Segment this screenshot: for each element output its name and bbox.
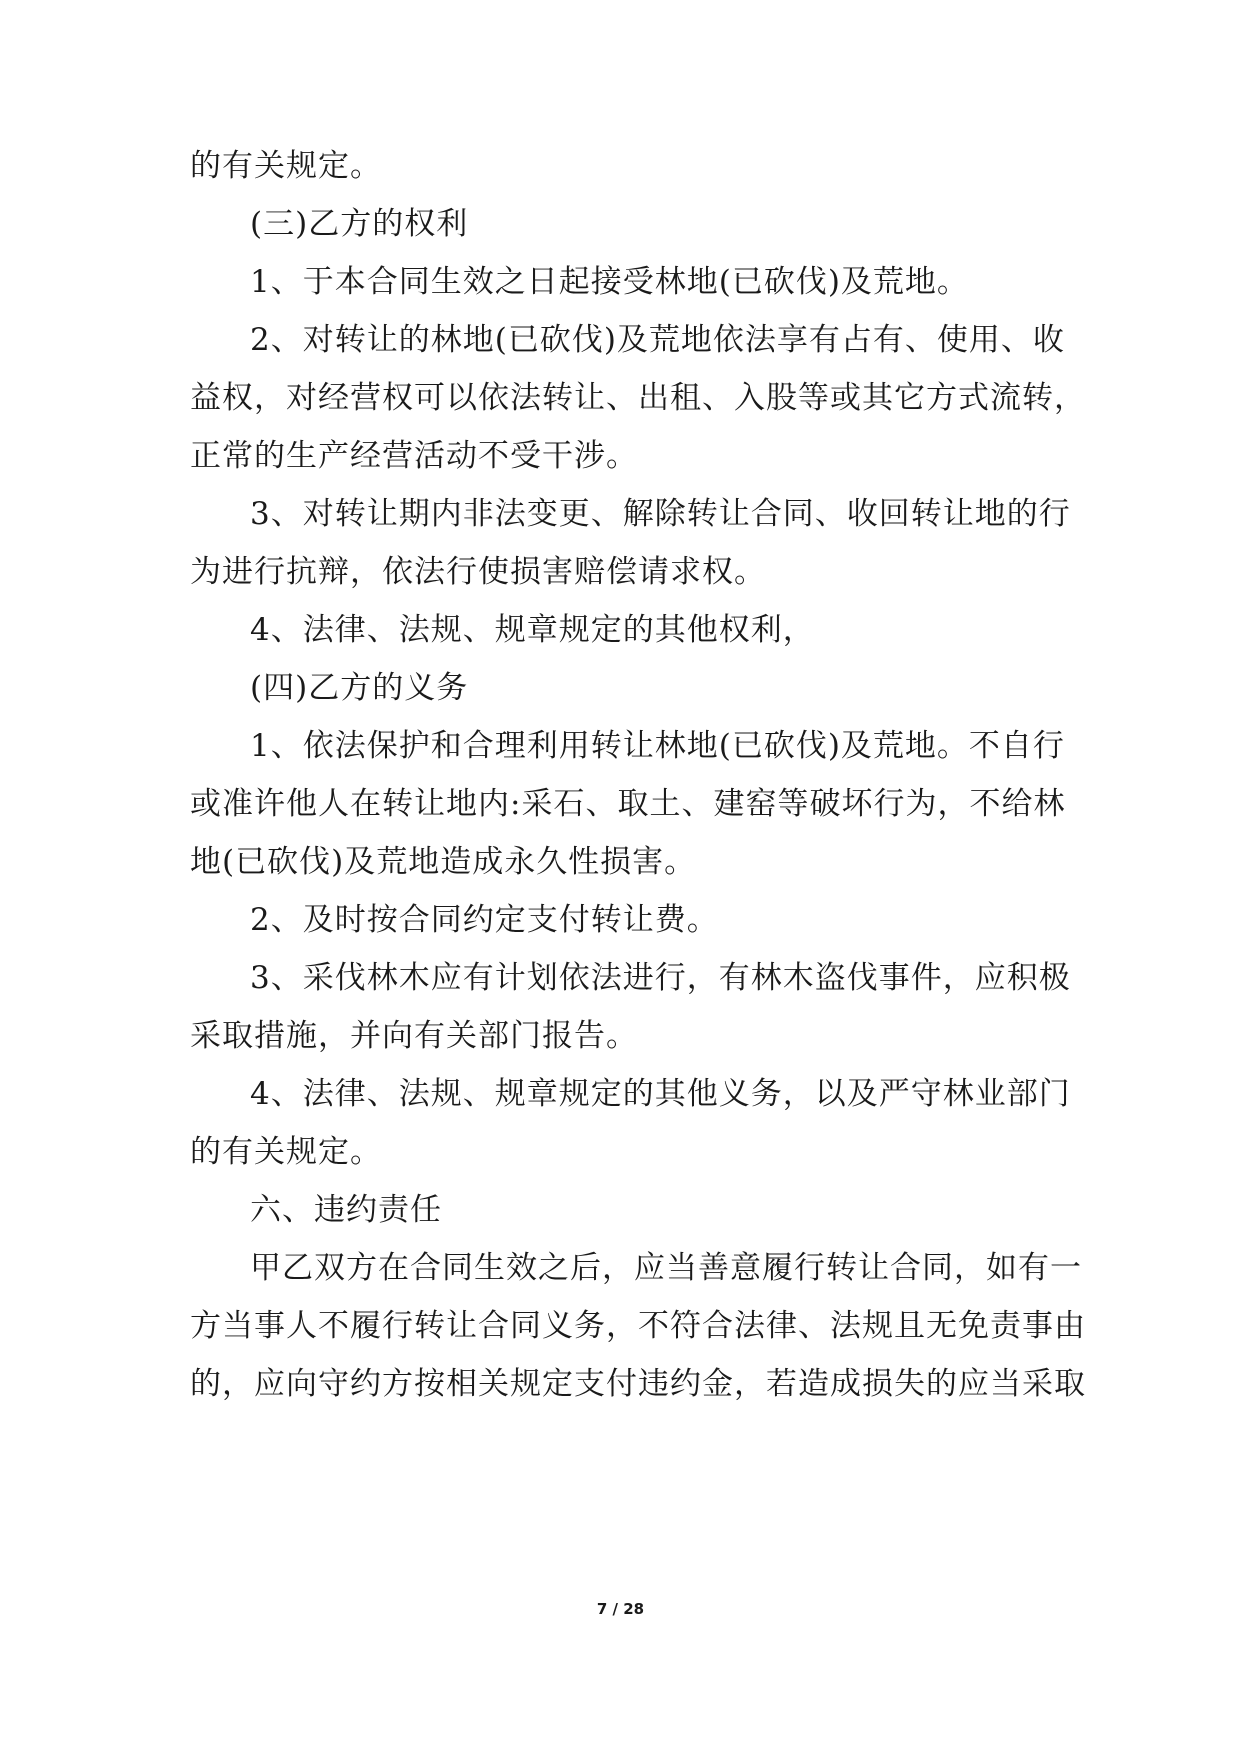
text-line: 的，应向守约方按相关规定支付违约金，若造成损失的应当采取 bbox=[190, 1366, 1086, 1402]
text-line: 正常的生产经营活动不受干涉。 bbox=[190, 438, 638, 474]
text-line: 3、采伐林木应有计划依法进行，有林木盗伐事件，应积极 bbox=[250, 960, 1071, 996]
text-line: 方当事人不履行转让合同义务，不符合法律、法规且无免责事由 bbox=[190, 1308, 1086, 1344]
text-line: 采取措施，并向有关部门报告。 bbox=[190, 1018, 638, 1054]
text-line: 1、依法保护和合理利用转让林地(已砍伐)及荒地。不自行 bbox=[250, 728, 1065, 764]
text-line: 3、对转让期内非法变更、解除转让合同、收回转让地的行 bbox=[250, 496, 1071, 532]
page-number: 7 / 28 bbox=[596, 1600, 645, 1618]
text-line: 为进行抗辩，依法行使损害赔偿请求权。 bbox=[190, 554, 766, 590]
text-line: 的有关规定。 bbox=[190, 1134, 382, 1170]
text-line: 4、法律、法规、规章规定的其他义务，以及严守林业部门 bbox=[250, 1076, 1071, 1112]
text-line: 的有关规定。 bbox=[190, 148, 382, 184]
text-line: 地(已砍伐)及荒地造成永久性损害。 bbox=[190, 844, 697, 880]
text-line: 2、对转让的林地(已砍伐)及荒地依法享有占有、使用、收 bbox=[250, 322, 1065, 358]
section-heading: (三)乙方的权利 bbox=[250, 206, 469, 242]
text-line: 或准许他人在转让地内:采石、取土、建窑等破坏行为，不给林 bbox=[190, 786, 1066, 822]
text-line: 甲乙双方在合同生效之后，应当善意履行转让合同，如有一 bbox=[250, 1250, 1082, 1286]
text-line: 1、于本合同生效之日起接受林地(已砍伐)及荒地。 bbox=[250, 264, 969, 300]
section-heading: 六、违约责任 bbox=[250, 1192, 442, 1228]
text-line: 2、及时按合同约定支付转让费。 bbox=[250, 902, 719, 938]
text-line: 4、法律、法规、规章规定的其他权利， bbox=[250, 612, 815, 648]
text-line: 益权，对经营权可以依法转让、出租、入股等或其它方式流转， bbox=[190, 380, 1086, 416]
section-heading: (四)乙方的义务 bbox=[250, 670, 469, 706]
